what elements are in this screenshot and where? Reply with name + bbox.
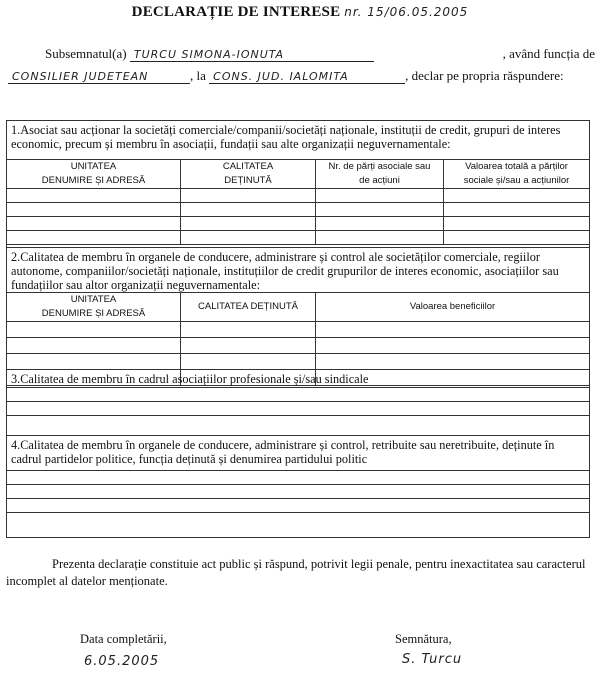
signature-handwritten: S. Turcu (402, 652, 463, 667)
section-1-table (6, 159, 590, 245)
legal-statement: Prezenta declarație constituie act public și răspund, potrivit legii penale, pentru inexactitatea sau caracterul incomplet al datelor menționate. (6, 557, 586, 588)
undersigned-label: Subsemnatul(a) (45, 46, 127, 61)
date-handwritten: 6.05.2005 (84, 654, 160, 669)
section-1 (7, 121, 589, 247)
section-2 (7, 247, 589, 377)
s1-col-value: Valoarea totală a părților sociale și/sau a acțiunilor (444, 160, 590, 189)
intro-line-2 (8, 68, 598, 84)
s2-col-role: CALITATEA DEȚINUTĂ (181, 293, 316, 322)
s2-col-unit: UNITATEA DENUMIRE ȘI ADRESĂ (7, 293, 181, 322)
signature-label: Semnătura, (395, 632, 452, 646)
declare-label: , declar pe propria răspundere: (405, 68, 564, 83)
title-handwritten-number: nr. 15/06.05.2005 (344, 5, 469, 19)
intro-line-1 (45, 46, 595, 62)
section-4-text: 4.Calitatea de membru în organele de conducere, administrare și control, retribuite sau neretribuite, deținute în cadrul partidelor politice, funcția deținută și denumirea partidului politic (11, 438, 555, 466)
name-field: TURCU SIMONA-IONUTA (130, 48, 374, 62)
section-3 (7, 369, 589, 435)
document-title (0, 4, 600, 21)
declaration-frame (6, 120, 590, 538)
at-label: , la (190, 68, 206, 83)
date-label: Data completării, (80, 632, 167, 646)
function-field: CONSILIER JUDETEAN (8, 70, 190, 84)
section-3-text: 3.Calitatea de membru în cadrul asociațiilor profesionale și/sau sindicale (11, 372, 369, 386)
function-label: , având funcția de (502, 46, 595, 61)
title-text: DECLARAȚIE DE INTERESE (131, 4, 341, 20)
s1-col-shares: Nr. de părți asociale sau de acțiuni (316, 160, 444, 189)
s1-col-role: CALITATEA DEȚINUTĂ (181, 160, 316, 189)
section-2-text: 2.Calitatea de membru în organele de conducere, administrare și control ale societăților comerciale, regiilor autonome, companiilor/societăți naționale, instituțiilor de credit grupurilor de interes economic, asociațiilor sau fundațiilor sau altor organizații neguvernamentale: (11, 250, 559, 292)
section-4 (7, 435, 589, 539)
s1-col-unit: UNITATEA DENUMIRE ȘI ADRESĂ (7, 160, 181, 189)
institution-field: CONS. JUD. IALOMITA (209, 70, 405, 84)
section-1-text: 1.Asociat sau acționar la societăți comerciale/companii/societăți naționale, instituții de credit, grupuri de interes economic, precum și membru în asociații, fundații sau alte organizații neguvernamentale: (11, 123, 561, 151)
s2-col-benefits: Valoarea beneficiilor (316, 293, 590, 322)
